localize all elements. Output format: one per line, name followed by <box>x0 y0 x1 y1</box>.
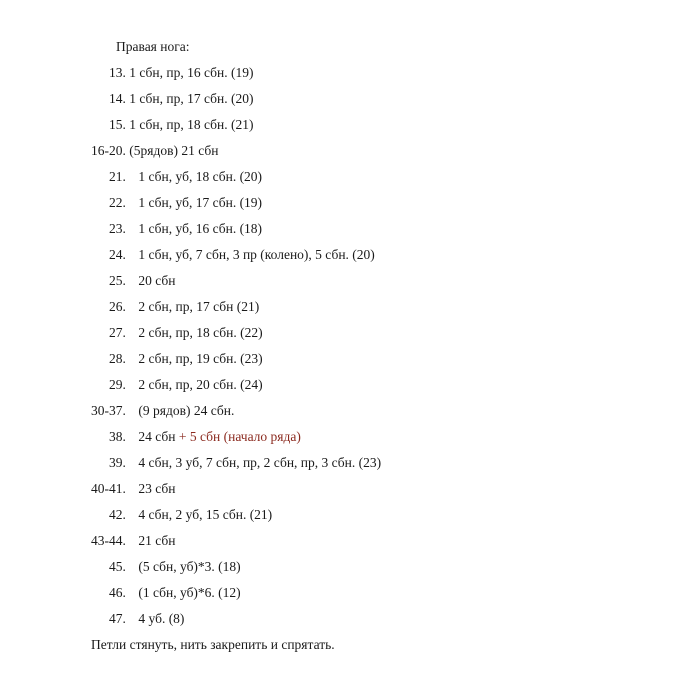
row-instruction: 4 уб. (8) <box>138 611 185 626</box>
row-number: 46. <box>109 585 126 600</box>
row-number: 38. <box>109 429 126 444</box>
row-number: 24. <box>109 247 126 262</box>
row-instruction: 2 сбн, пр, 17 сбн (21) <box>138 299 260 314</box>
row-instruction: (5 сбн, уб)*3. (18) <box>138 559 241 574</box>
row-number: 29. <box>109 377 126 392</box>
row-instruction: 24 сбн <box>138 429 176 444</box>
row-number: 43-44. <box>91 533 126 548</box>
row-number: 27. <box>109 325 126 340</box>
pattern-row-42 <box>109 506 272 524</box>
row-number: 30-37. <box>91 403 126 418</box>
row-instruction: (5рядов) 21 сбн <box>129 143 219 158</box>
row-instruction: 4 сбн, 2 уб, 15 сбн. (21) <box>138 507 273 522</box>
pattern-row-23 <box>109 220 262 238</box>
row-number: 23. <box>109 221 126 236</box>
pattern-row-28 <box>109 350 263 368</box>
row-number: 45. <box>109 559 126 574</box>
row-instruction: 1 сбн, пр, 16 сбн. (19) <box>129 65 254 80</box>
row-number: 14. <box>109 91 126 106</box>
pattern-row-46 <box>109 584 241 602</box>
pattern-row-45 <box>109 558 241 576</box>
section-title: Правая нога: <box>116 39 190 54</box>
row-instruction: 4 сбн, 3 уб, 7 сбн, пр, 2 сбн, пр, 3 сбн. (23) <box>138 455 382 470</box>
row-number: 21. <box>109 169 126 184</box>
row-instruction: 20 сбн <box>138 273 176 288</box>
pattern-row-16-20 <box>91 142 218 160</box>
row-instruction: 1 сбн, пр, 18 сбн. (21) <box>129 117 254 132</box>
pattern-row-39 <box>109 454 381 472</box>
row-number: 15. <box>109 117 126 132</box>
pattern-row-26 <box>109 298 259 316</box>
pattern-row-47 <box>109 610 184 628</box>
row-instruction: 1 сбн, уб, 16 сбн. (18) <box>138 221 263 236</box>
row-number: 22. <box>109 195 126 210</box>
pattern-row-27 <box>109 324 263 342</box>
row-instruction: 1 сбн, уб, 18 сбн. (20) <box>138 169 263 184</box>
pattern-row-25 <box>109 272 176 290</box>
row-number: 39. <box>109 455 126 470</box>
row-highlight-note: + 5 сбн (начало ряда) <box>175 429 301 444</box>
row-number: 28. <box>109 351 126 366</box>
pattern-row-40-41 <box>91 480 176 498</box>
row-number: 40-41. <box>91 481 126 496</box>
pattern-row-14 <box>109 90 253 108</box>
pattern-row-21 <box>109 168 262 186</box>
finishing-instruction: Петли стянуть, нить закрепить и спрятать. <box>91 637 335 652</box>
pattern-row-15 <box>109 116 253 134</box>
row-number: 26. <box>109 299 126 314</box>
pattern-row-24 <box>109 246 375 264</box>
row-instruction: (1 сбн, уб)*6. (12) <box>138 585 241 600</box>
row-number: 13. <box>109 65 126 80</box>
row-number: 42. <box>109 507 126 522</box>
row-instruction: 1 сбн, пр, 17 сбн. (20) <box>129 91 254 106</box>
row-number: 25. <box>109 273 126 288</box>
row-instruction: 2 сбн, пр, 19 сбн. (23) <box>138 351 263 366</box>
pattern-row-29 <box>109 376 263 394</box>
row-number: 47. <box>109 611 126 626</box>
row-instruction: 1 сбн, уб, 17 сбн. (19) <box>138 195 263 210</box>
row-instruction: 23 сбн <box>138 481 176 496</box>
pattern-row-38 <box>109 428 301 446</box>
pattern-row-30-37 <box>91 402 234 420</box>
row-number: 16-20. <box>91 143 126 158</box>
row-instruction: 2 сбн, пр, 20 сбн. (24) <box>138 377 263 392</box>
pattern-row-43-44 <box>91 532 176 550</box>
pattern-row-22 <box>109 194 262 212</box>
pattern-row-13 <box>109 64 253 82</box>
row-instruction: 2 сбн, пр, 18 сбн. (22) <box>138 325 263 340</box>
row-instruction: 21 сбн <box>138 533 176 548</box>
row-instruction: 1 сбн, уб, 7 сбн, 3 пр (колено), 5 сбн. (20) <box>138 247 375 262</box>
row-instruction: (9 рядов) 24 сбн. <box>138 403 235 418</box>
